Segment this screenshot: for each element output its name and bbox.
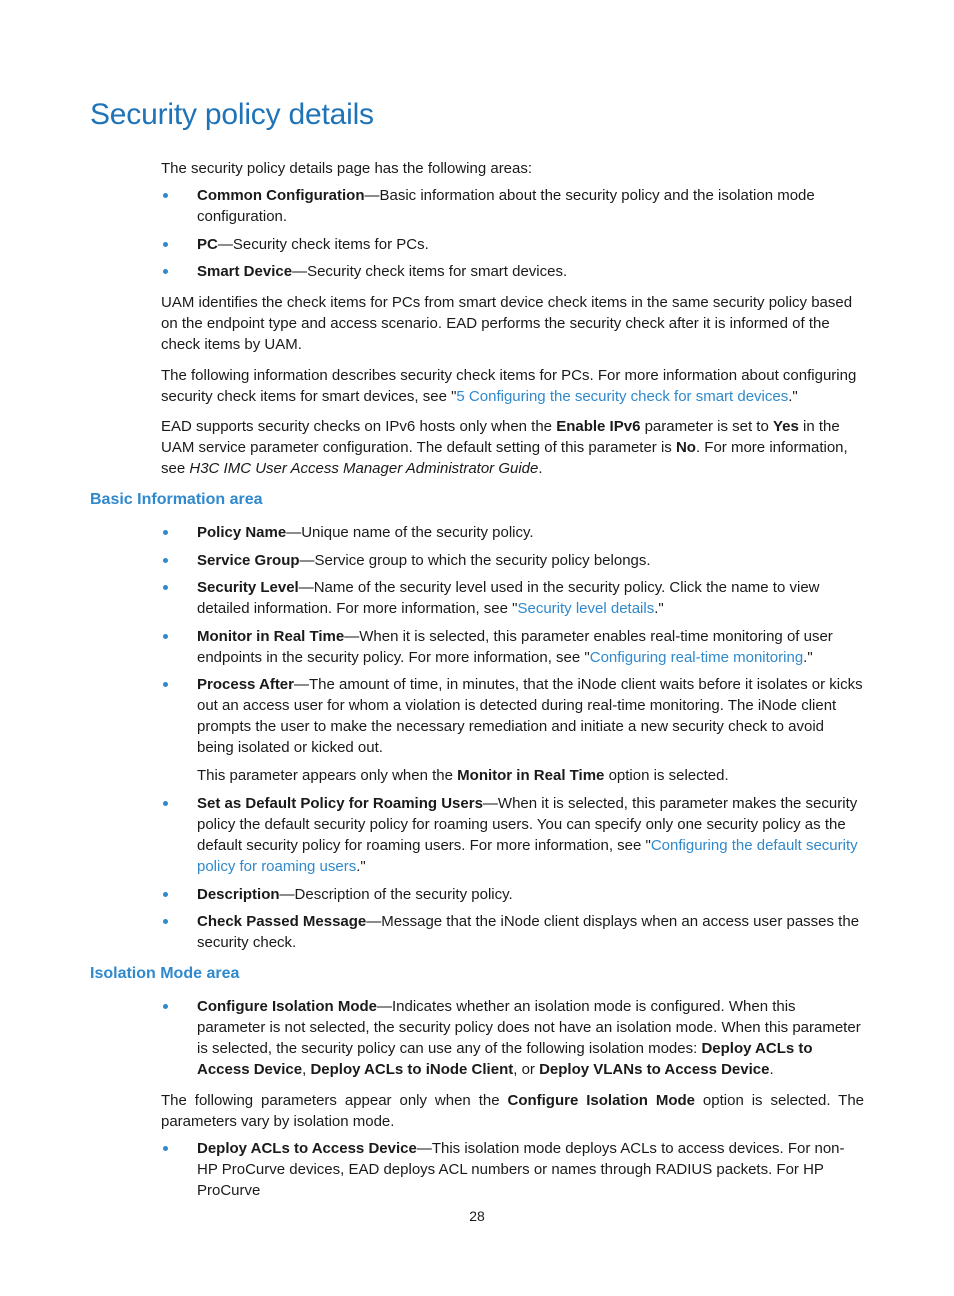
text: option is selected. [604,767,729,784]
list-item [161,793,864,877]
bullet-icon [163,892,168,897]
text: This parameter appears only when the [197,767,458,784]
list-item [161,185,864,227]
description: —Indicates whether an isolation mode is configured. When this parameter is not selected, the security policy does not have an isolation mode. When this parameter is selected, the security policy can use any of the following isolation modes: [197,998,861,1057]
bold-term: Deploy ACLs to Access Device [197,1040,813,1078]
bold-term: Monitor in Real Time [457,767,605,784]
term: Process After [197,676,294,693]
bold-term: Yes [772,418,799,435]
description: —The amount of time, in minutes, that the iNode client waits before it isolates or kicks out an access user for whom a violation is detected during real-time monitoring. The iNode client prompts the user to make the necessary remediation and initiate a new security check to avoid being isolated or kicked out. [197,676,863,756]
text: EAD supports security checks on IPv6 hosts only when the [161,418,557,435]
text: ." [356,858,366,875]
list-item [161,577,864,619]
page-number: 28 [469,1208,485,1224]
text: ." [654,600,664,617]
text: , [302,1061,311,1078]
section-heading-isolation: Isolation Mode area [90,965,240,982]
list-item [161,234,864,255]
link-smart-devices[interactable]: 5 Configuring the security check for smart devices [456,388,789,405]
bullet-icon [163,801,168,806]
text: . [769,1061,774,1078]
list-item [161,626,864,668]
bullet-icon [163,919,168,924]
list-item [161,674,864,758]
ipv6-paragraph [161,416,864,479]
list-item [161,911,864,953]
list-item [161,522,864,543]
list-item [161,550,864,571]
bullet-icon [163,1146,168,1151]
term: Service Group [197,552,300,569]
term: Check Passed Message [197,913,367,930]
process-after-note [197,765,864,786]
following-paragraph [161,365,864,407]
bullet-icon [163,585,168,590]
text: The following parameters appear only when the [161,1092,508,1109]
uam-paragraph: UAM identifies the check items for PCs from smart device check items in the same security policy based on the endpoint type and access scenario. EAD performs the security check after it is informed of the check items by UAM. [161,294,853,353]
list-item [161,1138,864,1201]
intro-paragraph: The security policy details page has the following areas: [161,160,533,177]
description: —When it is selected, this parameter makes the security policy the default security policy for roaming users. You can specify only one security policy as the default security policy for roaming users. For more information, see " [197,795,858,854]
text: parameter is set to [640,418,773,435]
link-realtime-monitoring[interactable]: Configuring real-time monitoring [589,649,804,666]
list-item [161,884,864,905]
page-title: Security policy details [90,98,374,131]
bullet-icon [163,1004,168,1009]
bold-term: No [675,439,696,456]
term: Description [197,886,280,903]
text: in the UAM service parameter configuration. The default setting of this parameter is [161,418,840,456]
bold-term: Deploy ACLs to iNode Client [310,1061,514,1078]
bold-term: Enable IPv6 [556,418,641,435]
text: The following information describes security check items for PCs. For more information about configuring security check items for smart devices, see " [161,367,857,405]
term: Configure Isolation Mode [197,998,377,1015]
bold-term: Configure Isolation Mode [507,1092,695,1109]
bullet-icon [163,634,168,639]
bullet-icon [163,558,168,563]
description: —Service group to which the security policy belongs. [299,552,651,569]
description: —Security check items for smart devices. [292,263,568,280]
description: —When it is selected, this parameter enables real-time monitoring of user endpoints in the security policy. For more information, see " [197,628,833,666]
bold-term: Deploy VLANs to Access Device [539,1061,770,1078]
term: Set as Default Policy for Roaming Users [197,795,483,812]
link-default-roaming-policy[interactable]: Configuring the default security policy for roaming users [197,837,858,875]
term: Policy Name [197,524,287,541]
description: —Security check items for PCs. [217,236,429,253]
text: . [538,460,543,477]
description: —Description of the security policy. [279,886,513,903]
bullet-icon [163,530,168,535]
text: . For more information, see [161,439,848,477]
term: PC [197,236,218,253]
description: —Unique name of the security policy. [286,524,534,541]
term: Smart Device [197,263,293,280]
description: —Basic information about the security policy and the isolation mode configuration. [197,187,815,225]
text: option is selected. The parameters vary by isolation mode. [161,1092,865,1130]
term: Common Configuration [197,187,365,204]
isolation-paragraph [161,1090,864,1132]
bullet-icon [163,682,168,687]
link-security-level-details[interactable]: Security level details [517,600,655,617]
text: , or [513,1061,540,1078]
bullet-icon [163,242,168,247]
guide-title: H3C IMC User Access Manager Administrator Guide [189,460,539,477]
bullet-icon [163,193,168,198]
section-heading-basic: Basic Information area [90,491,263,508]
description: —Message that the iNode client displays when an access user passes the security check. [197,913,860,951]
bullet-icon [163,269,168,274]
list-item [161,996,864,1080]
term: Security Level [197,579,299,596]
term: Monitor in Real Time [197,628,345,645]
description: —This isolation mode deploys ACLs to access devices. For non-HP ProCurve devices, EAD deploys ACL numbers or names through RADIUS packets. For HP ProCurve [197,1140,845,1199]
text: ." [803,649,813,666]
list-item [161,261,864,282]
term: Deploy ACLs to Access Device [197,1140,417,1157]
text: ." [788,388,798,405]
description: —Name of the security level used in the security policy. Click the name to view detailed information. For more information, see " [197,579,820,617]
